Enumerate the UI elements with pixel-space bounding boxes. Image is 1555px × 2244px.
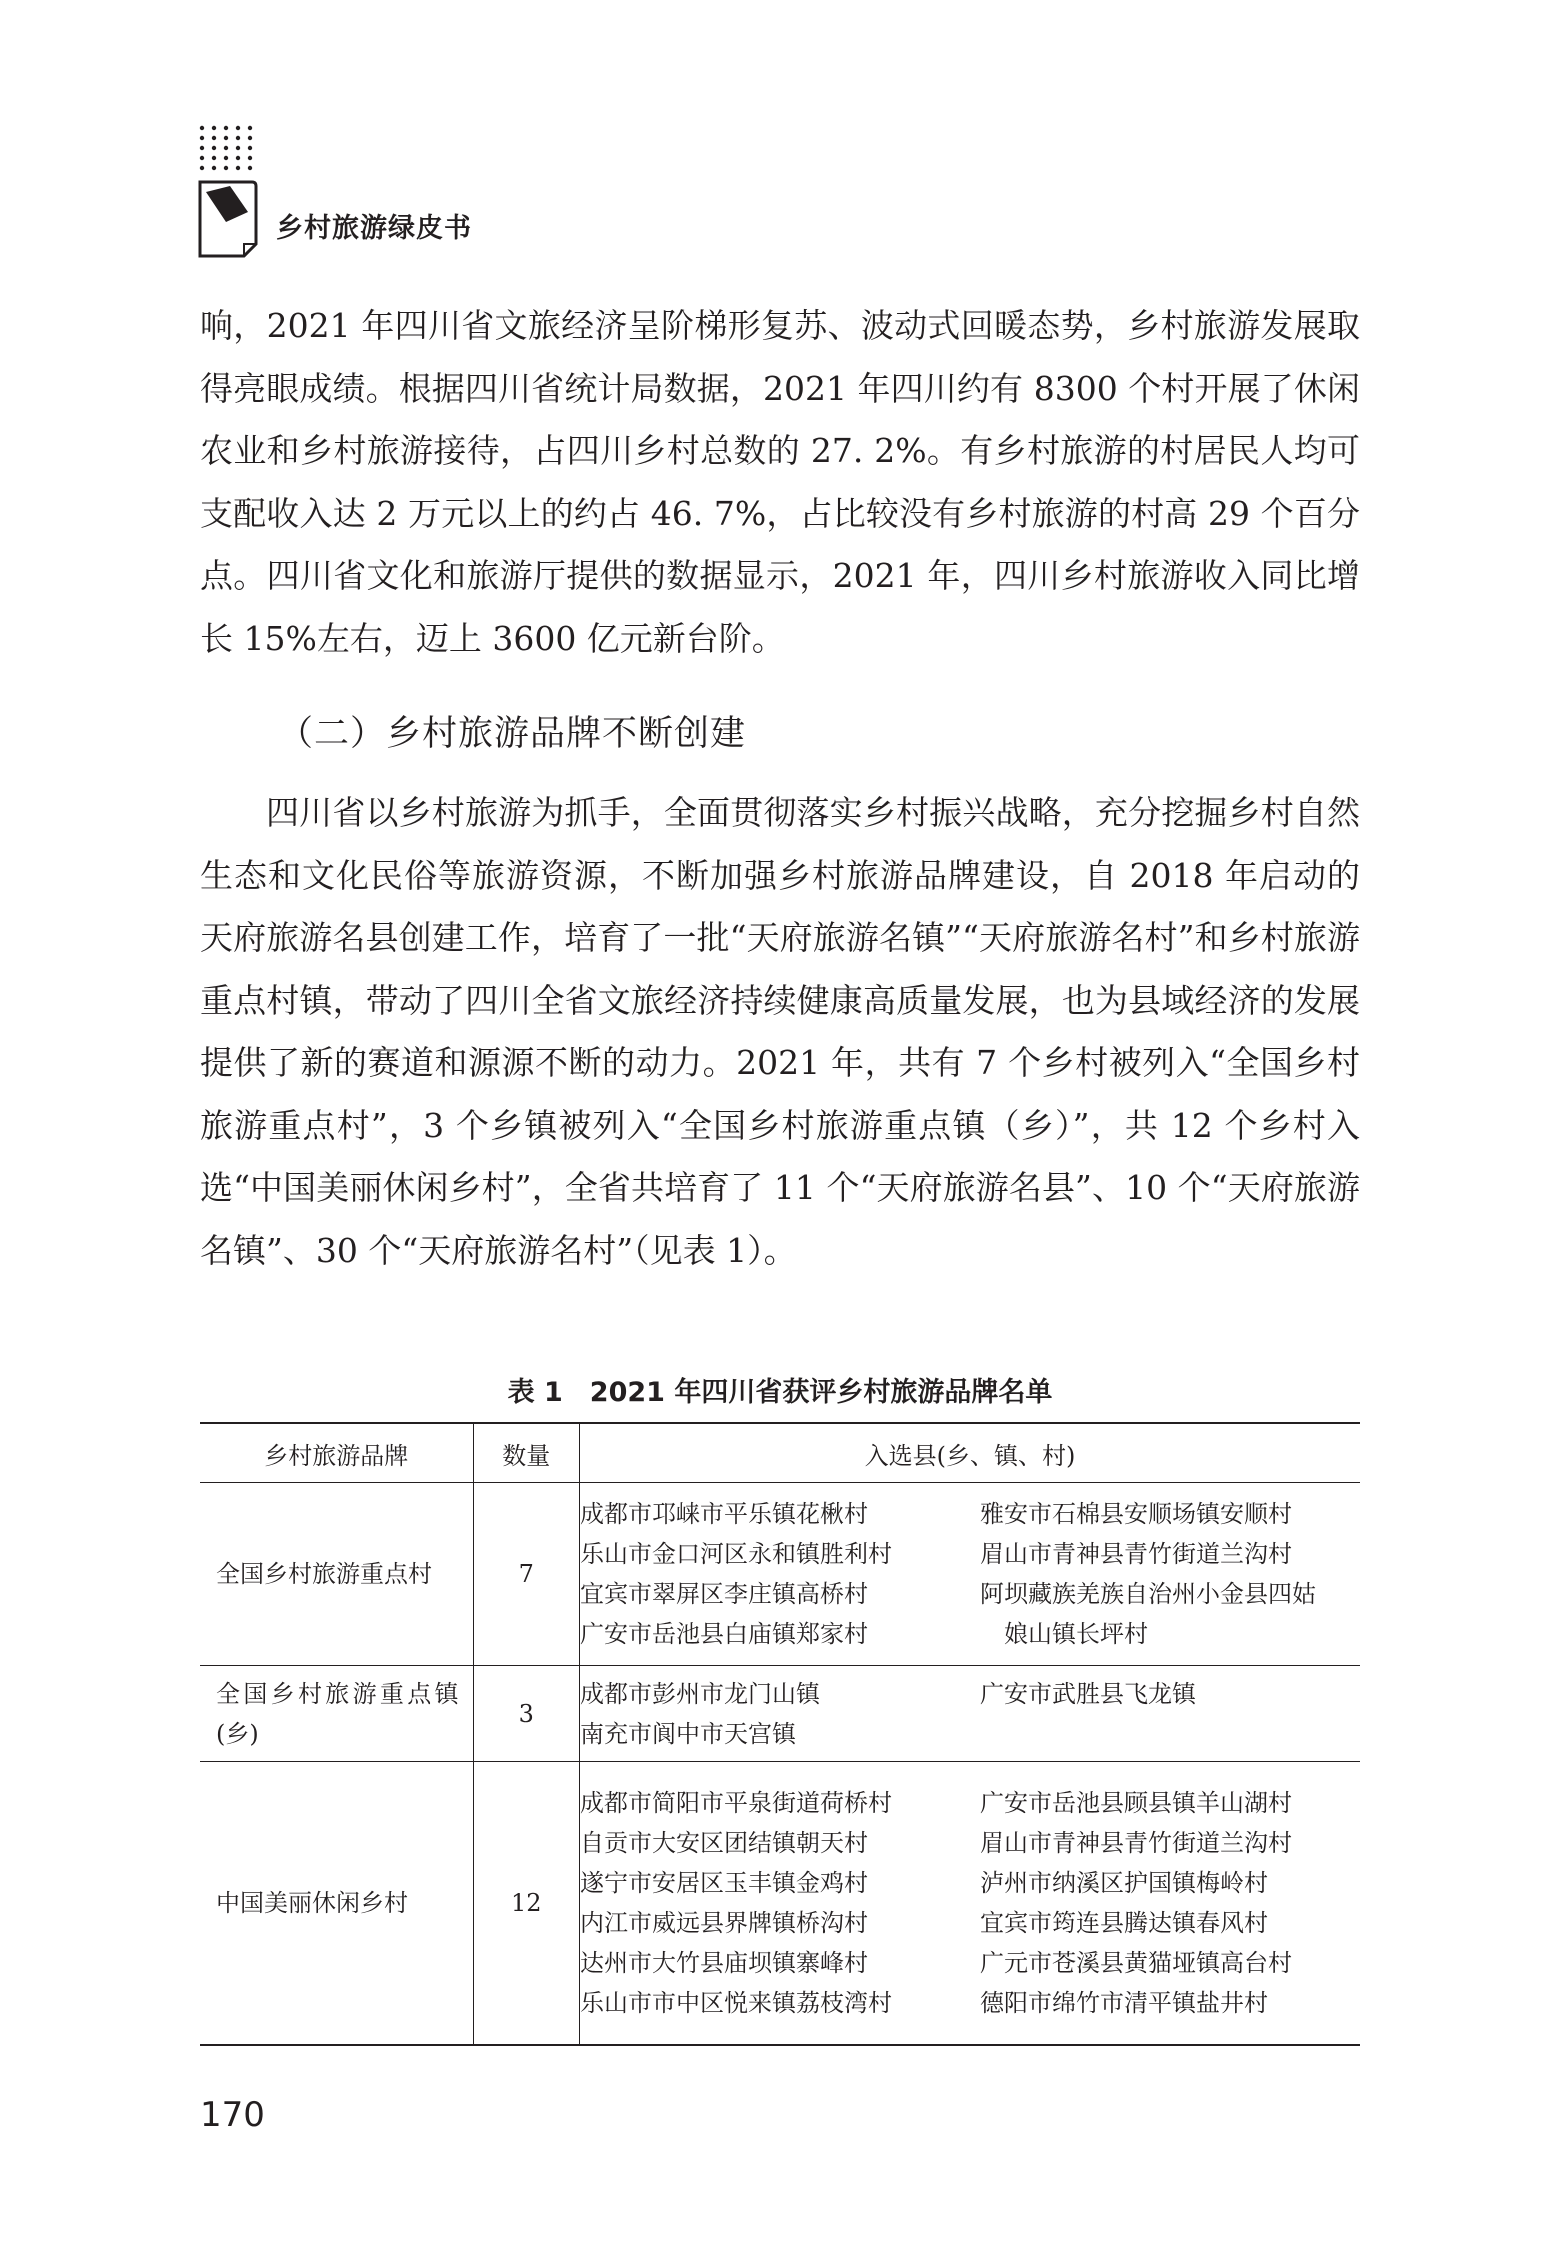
village-item: 达州市大竹县庙坝镇寨峰村 — [580, 1948, 868, 1977]
village-item: 乐山市市中区悦来镇荔枝湾村 — [580, 1988, 892, 2017]
village-item: 成都市简阳市平泉街道荷桥村 — [580, 1788, 892, 1817]
village-item: 乐山市金口河区永和镇胜利村 — [580, 1540, 892, 1568]
village-item: 成都市邛崃市平乐镇花楸村 — [580, 1500, 868, 1528]
table-header-row — [200, 1423, 1360, 1483]
paragraph-text: 四川省以乡村旅游为抓手，全面贯彻落实乡村振兴战略，充分挖掘乡村自然生态和文化民俗等旅游资源，不断加强乡村旅游品牌建设，自 2018 年启动的天府旅游名县创建工作，培育了一批“天府旅游名镇”“天府旅游名村”和乡村旅游重点村镇，带动了四川全省文旅经济持续健康高质量发展，也为县域经济的发展提供了新的赛道和源源不断的动力。2021 年，共有 7 个乡村被列入“全国乡村旅游重点村”，3 个乡镇被列入“全国乡村旅游重点镇（乡）”，共 12 个乡村入选“中国美丽休闲乡村”，全省共培育了 11 个“天府旅游名县”、10 个“天府旅游名镇”、30 个“天府旅游名村”（见表 1）。 — [200, 793, 1360, 1270]
count-cell: 12 — [473, 1762, 579, 2045]
header-count: 数量 — [473, 1423, 579, 1483]
village-item: 阿坝藏族羌族自治州小金县四姑 — [980, 1580, 1316, 1608]
village-item: 南充市阆中市天宫镇 — [580, 1719, 796, 1748]
village-item: 眉山市青神县青竹街道兰沟村 — [980, 1828, 1292, 1857]
body-paragraph-1 — [200, 295, 1360, 670]
village-item: 自贡市大安区团结镇朝天村 — [580, 1828, 868, 1857]
table-row — [200, 1762, 1360, 2045]
village-item: 广安市岳池县顾县镇羊山湖村 — [980, 1788, 1292, 1817]
brand-cell: 全国乡村旅游重点镇(乡) — [200, 1666, 473, 1762]
table-row — [200, 1483, 1360, 1666]
villages-cell — [580, 1762, 1361, 2045]
table-row — [200, 1666, 1360, 1762]
village-item — [980, 1714, 1360, 1754]
village-item: 广安市岳池县白庙镇郑家村 — [580, 1620, 868, 1648]
header-brand: 乡村旅游品牌 — [200, 1423, 473, 1483]
village-item: 遂宁市安居区玉丰镇金鸡村 — [580, 1868, 868, 1897]
villages-cell — [580, 1483, 1361, 1666]
village-item: 成都市彭州市龙门山镇 — [580, 1679, 820, 1708]
brand-list-table — [200, 1422, 1360, 2046]
book-series-title: 乡村旅游绿皮书 — [276, 213, 472, 244]
body-paragraph-2 — [200, 782, 1360, 1282]
village-item-continued: 娘山镇长坪村 — [1004, 1620, 1148, 1648]
villages-cell — [580, 1666, 1361, 1762]
brand-cell: 中国美丽休闲乡村 — [200, 1762, 473, 2045]
section-subheading: （二）乡村旅游品牌不断创建 — [278, 714, 747, 754]
count-cell: 7 — [473, 1483, 579, 1666]
brand-cell: 全国乡村旅游重点村 — [200, 1483, 473, 1666]
village-item: 宜宾市筠连县腾达镇春风村 — [980, 1908, 1268, 1937]
village-item: 雅安市石棉县安顺场镇安顺村 — [980, 1500, 1292, 1528]
count-cell: 3 — [473, 1666, 579, 1762]
village-item: 眉山市青神县青竹街道兰沟村 — [980, 1540, 1292, 1568]
village-item: 广安市武胜县飞龙镇 — [980, 1679, 1196, 1708]
village-item: 内江市威远县界牌镇桥沟村 — [580, 1908, 868, 1937]
village-item: 广元市苍溪县黄猫垭镇高台村 — [980, 1948, 1292, 1977]
page-number: 170 — [200, 2095, 265, 2135]
paragraph-text: 响，2021 年四川省文旅经济呈阶梯形复苏、波动式回暖态势，乡村旅游发展取得亮眼成绩。根据四川省统计局数据，2021 年四川约有 8300 个村开展了休闲农业和乡村旅游接待，占四川乡村总数的 27. 2%。有乡村旅游的村居民人均可支配收入达 2 万元以上的约占 46. 7%，占比较没有乡村旅游的村高 29 个百分点。四川省文化和旅游厅提供的数据显示，2021 年，四川乡村旅游收入同比增长 15%左右，迈上 3600 亿元新台阶。 — [200, 306, 1360, 658]
book-series-logo-icon — [196, 124, 260, 259]
table-caption: 表 1 2021 年四川省获评乡村旅游品牌名单 — [507, 1377, 1053, 1408]
header-selected: 入选县(乡、镇、村) — [580, 1423, 1361, 1483]
village-item: 泸州市纳溪区护国镇梅岭村 — [980, 1868, 1268, 1897]
village-item: 宜宾市翠屏区李庄镇高桥村 — [580, 1580, 868, 1608]
village-item: 德阳市绵竹市清平镇盐井村 — [980, 1988, 1268, 2017]
